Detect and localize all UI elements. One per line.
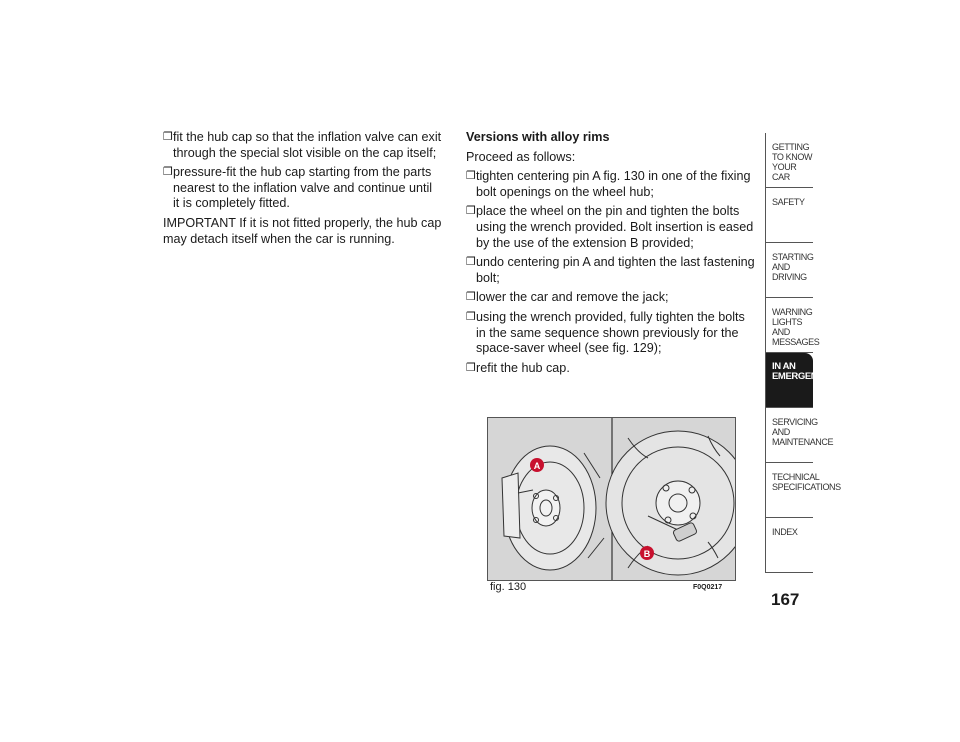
- tab-label: WARNING LIGHTS AND MESSAGES: [772, 307, 820, 347]
- list-item-text: pressure-fit the hub cap starting from the parts nearest to the inflation valve and continue until it is completely fitted.: [173, 165, 433, 211]
- label-b-marker: [640, 546, 654, 560]
- important-note: IMPORTANT If it is not fitted properly, the hub cap may detach itself when the car is running.: [163, 215, 442, 246]
- left-column: [163, 130, 443, 251]
- list-item-text: lower the car and remove the jack;: [476, 290, 669, 305]
- list-item: [466, 361, 756, 377]
- checkbox-bullet-icon: ❒: [163, 166, 173, 179]
- list-item-text: fit the hub cap so that the inflation valve can exit through the special slot visible on the cap itself;: [173, 130, 442, 160]
- label-a-text: A: [533, 461, 541, 471]
- checkbox-bullet-icon: ❒: [466, 205, 476, 218]
- figure-labels-svg: [488, 418, 735, 580]
- tab-safety[interactable]: [765, 188, 813, 243]
- tab-in-an-emergency[interactable]: [765, 353, 830, 408]
- list-item: [163, 165, 443, 212]
- label-b-text: B: [643, 549, 651, 559]
- section-heading: Versions with alloy rims: [466, 130, 610, 144]
- list-item: [163, 130, 443, 161]
- list-item-text: using the wrench provided, fully tighten the bolts in the same sequence shown previously for the space-saver wheel (see fig. 129);: [476, 309, 745, 356]
- chapter-tabs: [765, 133, 841, 573]
- list-item: [466, 310, 756, 357]
- tab-label: STARTING AND DRIVING: [772, 252, 814, 282]
- checkbox-bullet-icon: ❒: [466, 170, 476, 183]
- list-item: [466, 290, 756, 306]
- tab-technical-specifications[interactable]: [765, 463, 841, 518]
- figure-caption: fig. 130: [490, 581, 527, 593]
- checkbox-bullet-icon: ❒: [466, 291, 476, 304]
- tab-starting-and-driving[interactable]: [765, 243, 813, 298]
- list-item: [466, 169, 756, 200]
- tab-warning-lights[interactable]: [765, 298, 820, 353]
- tab-label: GETTING TO KNOW YOUR CAR: [772, 142, 813, 182]
- tab-label: IN AN EMERGENCY: [772, 361, 830, 382]
- tab-label: SAFETY: [772, 197, 805, 207]
- tab-servicing-and-maintenance[interactable]: [765, 408, 834, 463]
- right-column: [466, 130, 756, 380]
- checkbox-bullet-icon: ❒: [466, 256, 476, 269]
- tab-label: SERVICING AND MAINTENANCE: [772, 417, 834, 447]
- checkbox-bullet-icon: ❒: [466, 310, 476, 323]
- tab-label: TECHNICAL SPECIFICATIONS: [772, 472, 841, 492]
- tab-index[interactable]: [765, 518, 813, 573]
- figure-code: F0Q0217: [693, 584, 723, 591]
- list-item-text: tighten centering pin A fig. 130 in one of the fixing bolt openings on the wheel hub;: [476, 169, 751, 199]
- list-item-text: refit the hub cap.: [476, 360, 570, 375]
- tab-getting-to-know-your-car[interactable]: [765, 133, 813, 188]
- list-item: [466, 204, 756, 251]
- list-item-text: undo centering pin A and tighten the last fastening bolt;: [476, 255, 755, 285]
- checkbox-bullet-icon: ❒: [466, 361, 476, 374]
- intro-text: Proceed as follows:: [466, 149, 576, 164]
- label-a-marker: [530, 458, 544, 472]
- page-number: 167: [771, 590, 800, 609]
- list-item: [466, 255, 756, 286]
- list-item-text: place the wheel on the pin and tighten the bolts using the wrench provided. Bolt insertion is eased by the use of the extension B provided;: [476, 204, 754, 250]
- checkbox-bullet-icon: ❒: [163, 131, 173, 143]
- figure-wheel-illustration: [487, 417, 736, 581]
- tab-label: INDEX: [772, 527, 798, 537]
